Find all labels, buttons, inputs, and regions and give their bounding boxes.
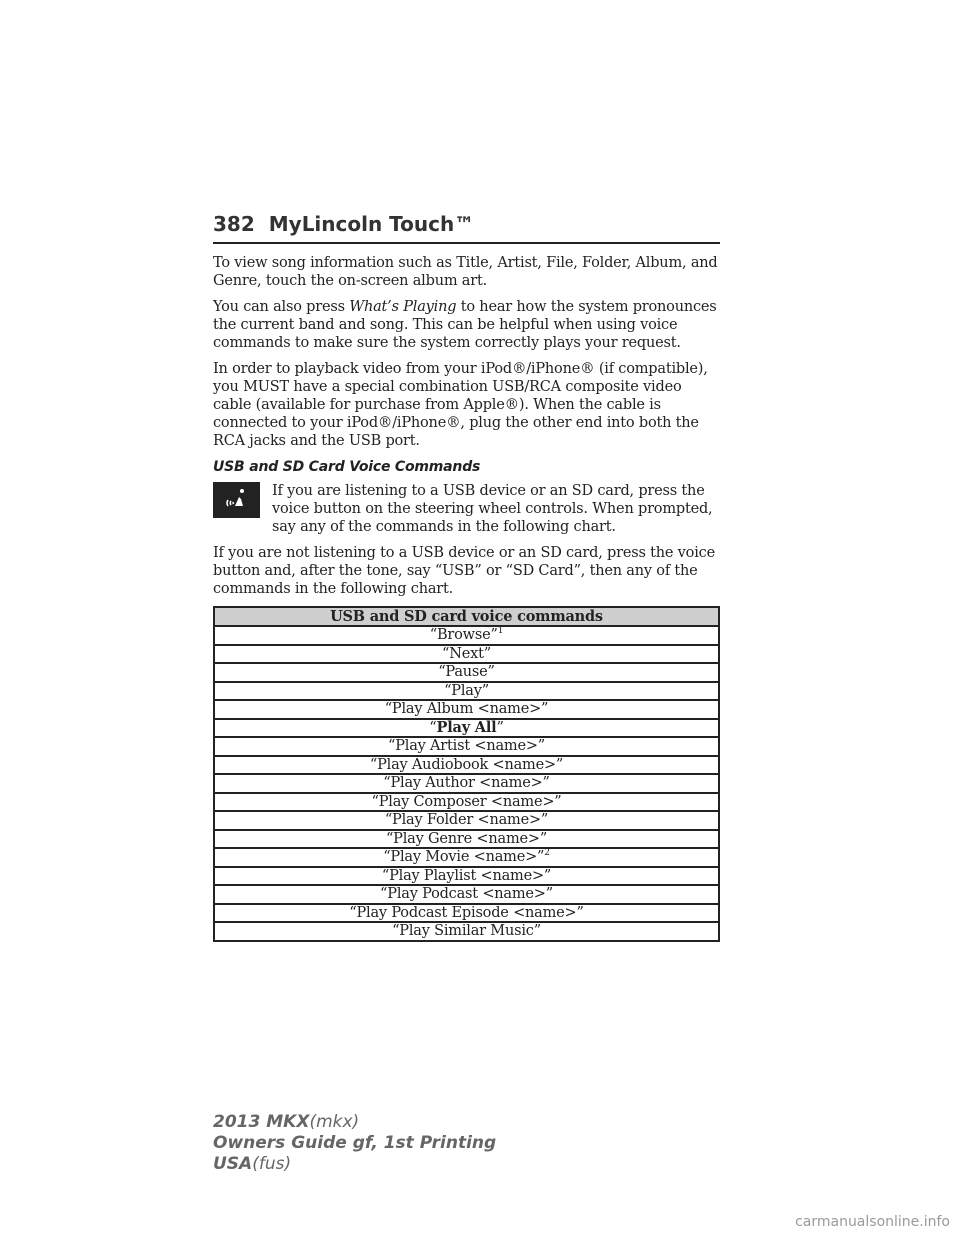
table-row	[214, 885, 719, 904]
paragraph-whats-playing	[213, 298, 720, 352]
footer-region: USA	[213, 1154, 253, 1174]
footer-line-model	[213, 1112, 496, 1133]
watermark: carmanualsonline.info	[795, 1214, 950, 1230]
table-cell: “Play Album <name>”	[214, 700, 719, 719]
table-row	[214, 848, 719, 867]
table-cell: “Play Playlist <name>”	[214, 867, 719, 886]
table-cell: “Play Audiobook <name>”	[214, 756, 719, 775]
table-header-row	[214, 607, 719, 626]
page-header	[213, 214, 720, 244]
table-cell	[214, 848, 719, 867]
command-text: “Browse”	[429, 627, 498, 643]
table-cell	[214, 626, 719, 645]
footnote-marker: 2	[544, 848, 550, 859]
text: You can also press	[213, 299, 350, 315]
voice-button-icon	[213, 482, 260, 518]
table-row	[214, 700, 719, 719]
whats-playing-term: What’s Playing	[349, 299, 457, 315]
page-number: 382	[213, 212, 255, 236]
paragraph-not-listening: If you are not listening to a USB device or an SD card, press the voice button and, after the tone, say “USB” or “SD Card”, then any of the commands in the following chart.	[213, 545, 715, 597]
table-row	[214, 811, 719, 830]
table-cell: “Play Artist <name>”	[214, 737, 719, 756]
quote-open: “	[429, 719, 437, 736]
table-cell: “Play Folder <name>”	[214, 811, 719, 830]
command-text-bold: Play All	[436, 718, 497, 736]
table-cell: “Next”	[214, 645, 719, 664]
table-row	[214, 774, 719, 793]
table-cell	[214, 719, 719, 738]
table-cell: “Play Podcast Episode <name>”	[214, 904, 719, 923]
table-row	[214, 626, 719, 645]
table-cell: “Pause”	[214, 663, 719, 682]
voice-symbol-icon	[222, 486, 252, 514]
table-row	[214, 682, 719, 701]
table-row	[214, 793, 719, 812]
table-cell: “Play Genre <name>”	[214, 830, 719, 849]
footer-line-region	[213, 1154, 496, 1175]
table-cell: “Play Composer <name>”	[214, 793, 719, 812]
table-cell: “Play Author <name>”	[214, 774, 719, 793]
command-text: “Play Movie <name>”	[383, 849, 545, 865]
footer-model: 2013 MKX	[213, 1112, 310, 1132]
table-row	[214, 645, 719, 664]
table-row	[214, 663, 719, 682]
table-row	[214, 904, 719, 923]
text: to hear how the system pronounces the current band and song. This can be helpful when using voice commands to make sure the system correctly plays your request.	[213, 299, 717, 351]
footnote-marker: 1	[497, 626, 504, 637]
table-row	[214, 830, 719, 849]
table-cell: “Play Podcast <name>”	[214, 885, 719, 904]
paragraph-song-info: To view song information such as Title, Artist, File, Folder, Album, and Genre, touch the on-screen album art.	[213, 255, 718, 289]
footer-line-guide: Owners Guide gf, 1st Printing	[213, 1133, 497, 1153]
table-cell: “Play Similar Music”	[214, 922, 719, 941]
table-row	[214, 737, 719, 756]
table-row	[214, 867, 719, 886]
footer-region-code: (fus)	[252, 1154, 292, 1174]
voice-instruction-row	[213, 482, 720, 536]
table-row	[214, 756, 719, 775]
table-row	[214, 719, 719, 738]
paragraph-video-playback: In order to playback video from your iPod®/iPhone® (if compatible), you MUST have a special combination USB/RCA composite video cable (available for purchase from Apple®). When the cable is connected to your iPod®/iPhone®, plug the other end into both the RCA jacks and the USB port.	[213, 361, 708, 449]
paragraph-listening-usb: If you are listening to a USB device or an SD card, press the voice button on the steering wheel controls. When prompted, say any of the commands in the following chart.	[272, 483, 713, 535]
table-row	[214, 922, 719, 941]
section-title: MyLincoln Touch™	[268, 212, 475, 236]
table-header: USB and SD card voice commands	[214, 607, 719, 626]
quote-close: ”	[496, 719, 504, 736]
voice-commands-table	[213, 606, 720, 942]
page-content	[213, 254, 720, 942]
page-footer	[213, 1112, 496, 1175]
usb-sd-heading: USB and SD Card Voice Commands	[213, 459, 481, 475]
footer-model-code: (mkx)	[309, 1112, 360, 1132]
table-cell: “Play”	[214, 682, 719, 701]
